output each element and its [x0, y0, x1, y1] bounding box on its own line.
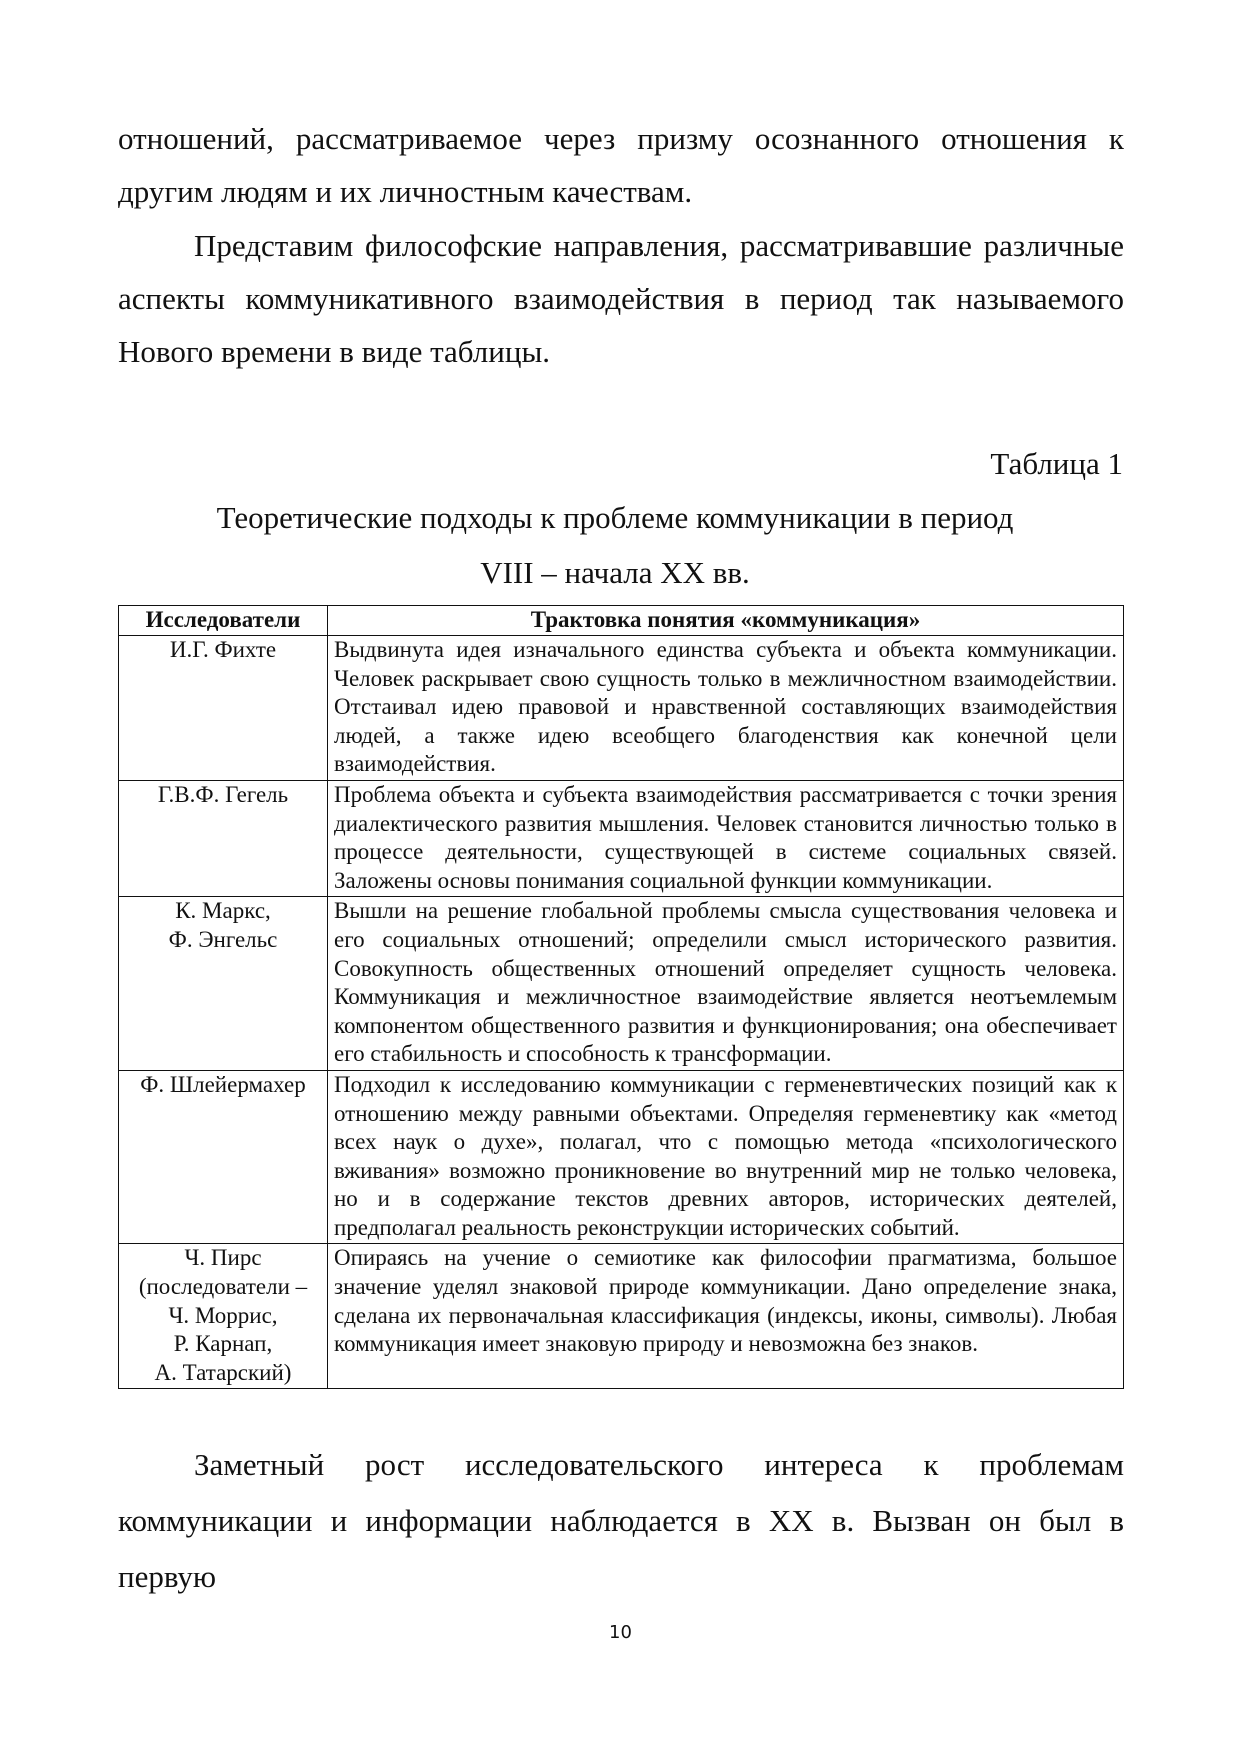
researcher-cell: И.Г. Фихте	[119, 636, 328, 781]
researcher-cell: Ф. Шлейермахер	[119, 1070, 328, 1244]
table-header-row	[119, 606, 1124, 636]
paragraph-bottom: Заметный рост исследовательского интереса к проблемам коммуникации и информации наблюдается в XX в. Вызван он был в первую	[118, 1447, 1124, 1594]
researcher-cell: Ч. Пирс (последователи – Ч. Моррис, Р. Карнап, А. Татарский)	[119, 1244, 328, 1389]
header-researchers: Исследователи	[119, 606, 328, 636]
table-row	[119, 897, 1124, 1071]
researcher-cell: К. Маркс, Ф. Энгельс	[119, 897, 328, 1071]
table-number: Таблица 1	[990, 446, 1123, 481]
table-row	[119, 1244, 1124, 1389]
paragraph-intro-table: Представим философские направления, рассматривавшие различные аспекты коммуникативного взаимодействия в период так называемого Нового времени в виде таблицы.	[118, 228, 1124, 369]
interpretation-cell: Опираясь на учение о семиотике как философии прагматизма, большое значение уделял знаковой природе коммуникации. Дано определение знака, сделана их первоначальная классификация (индексы, иконы, символы). Любая коммуникация имеет знаковую природу и невозможна без знаков.	[328, 1244, 1124, 1389]
researchers-table	[118, 605, 1124, 1389]
interpretation-cell: Подходил к исследованию коммуникации с герменевтических позиций как к отношению между равными объектами. Определяя герменевтику как «метод всех наук о духе», полагал, что с помощью метода «психологического вживания» возможно проникновение во внутренний мир не только человека, но и в содержание текстов древних авторов, исторических деятелей, предполагал реальность реконструкции исторических событий.	[328, 1070, 1124, 1244]
paragraph-top: отношений, рассматриваемое через призму осознанного отношения к другим людям и их личностным качествам.	[118, 121, 1124, 209]
interpretation-cell: Проблема объекта и субъекта взаимодействия рассматривается с точки зрения диалектического развития мышления. Человек становится личностью только в процессе деятельности, существующей в системе социальных связей. Заложены основы понимания социальной функции коммуникации.	[328, 780, 1124, 896]
page-number: 10	[609, 1622, 632, 1643]
table-title: Теоретические подходы к проблеме коммуникации в период VIII – начала XX вв.	[216, 500, 1014, 590]
table-row	[119, 636, 1124, 781]
table-row	[119, 780, 1124, 896]
interpretation-cell: Выдвинута идея изначального единства субъекта и объекта коммуникации. Человек раскрывает свою сущность только в межличностном взаимодействии. Отстаивал идею правовой и нравственной составляющих взаимодействия людей, а также идею всеобщего благоденствия как конечной цели взаимодействия.	[328, 636, 1124, 781]
header-interpretation: Трактовка понятия «коммуникация»	[328, 606, 1124, 636]
table-row	[119, 1070, 1124, 1244]
researcher-cell: Г.В.Ф. Гегель	[119, 780, 328, 896]
interpretation-cell: Вышли на решение глобальной проблемы смысла существования человека и его социальных отношений; определили смысл исторического развития. Совокупность общественных отношений определяет сущность человека. Коммуникация и межличностное взаимодействие является неотъемлемым компонентом общественного развития и функционирования; она обеспечивает его стабильность и способность к трансформации.	[328, 897, 1124, 1071]
